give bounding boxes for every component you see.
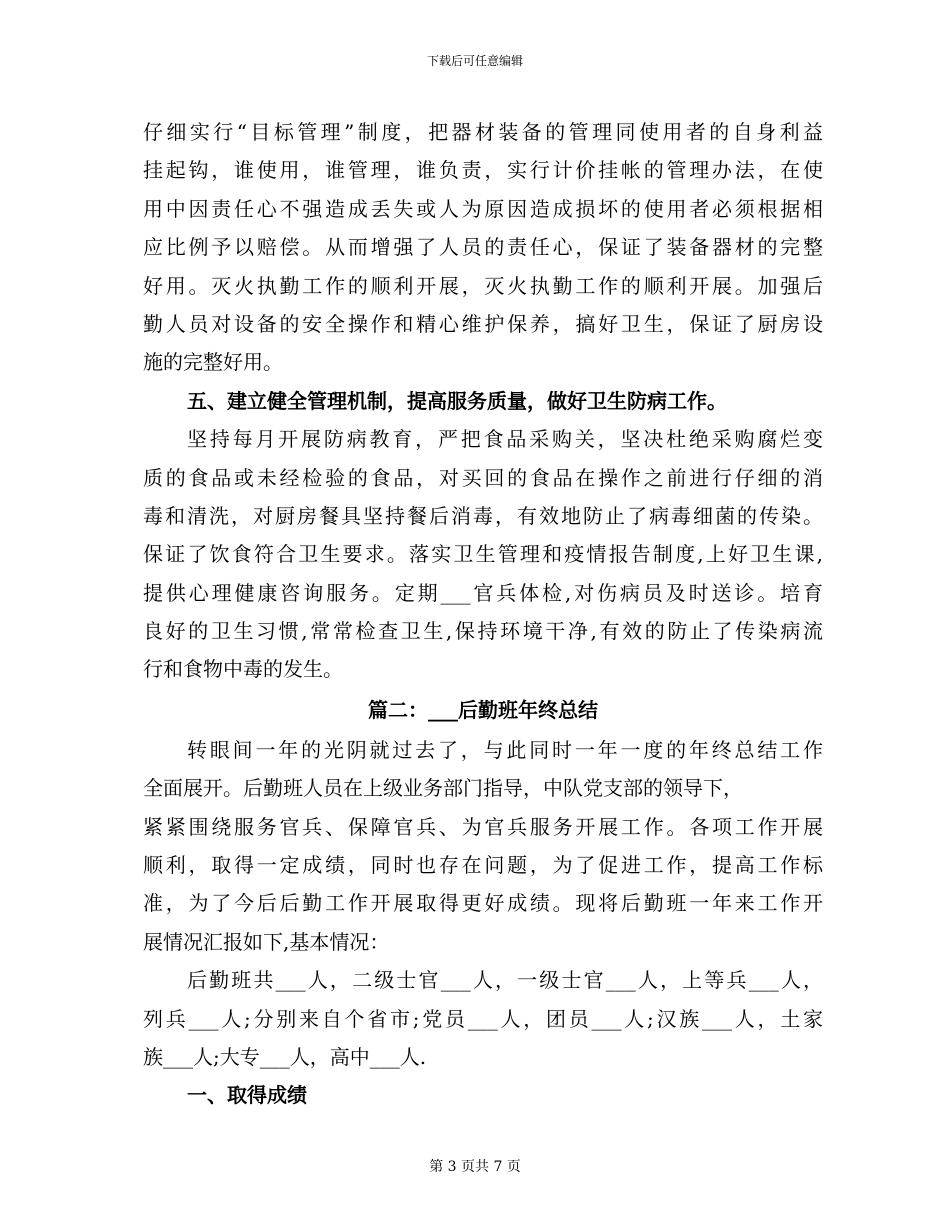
- body-line: 族___人;大专___人，高中___人.: [143, 1044, 427, 1069]
- body-line: 提供心理健康咨询服务。定期___官兵体检,对伤病员及时送诊。培育: [143, 580, 823, 605]
- body-line: 应比例予以赔偿。从而增强了人员的责任心，保证了装备器材的完整: [143, 235, 823, 260]
- body-line: 质的食品或未经检验的食品，对买回的食品在操作之前进行仔细的消: [143, 465, 823, 490]
- body-line: 行和食物中毒的发生。: [143, 657, 343, 682]
- body-line: 施的完整好用。: [143, 350, 283, 375]
- article-title: 篇二：___后勤班年终总结: [368, 697, 598, 722]
- body-line: 准，为了今后后勤工作开展取得更好成绩。现将后勤班一年来工作开: [143, 891, 823, 916]
- body-line: 坚持每月开展防病教育，严把食品采购关，坚决杜绝采购腐烂变: [187, 427, 823, 452]
- body-line: 后勤班共___人，二级士官___人，一级士官___人，上等兵___人，: [187, 968, 823, 993]
- page-footer: 第 3 页共 7 页: [429, 1159, 521, 1175]
- body-line: 良好的卫生习惯,常常检查卫生,保持环境干净,有效的防止了传染病流: [143, 619, 823, 644]
- body-line: 转眼间一年的光阴就过去了，与此同时一年一度的年终总结工作: [187, 737, 823, 762]
- body-line: 顺利，取得一定成绩，同时也存在问题，为了促进工作，提高工作标: [143, 853, 823, 878]
- page-header: 下载后可任意编辑: [426, 54, 523, 68]
- section-heading: 五、建立健全管理机制，提高服务质量，做好卫生防病工作。: [187, 388, 727, 413]
- section-heading: 一、取得成绩: [187, 1083, 307, 1108]
- body-line: 仔细实行“目标管理”制度，把器材装备的管理同使用者的自身利益: [143, 120, 823, 144]
- body-line: 勤人员对设备的安全操作和精心维护保养，搞好卫生，保证了厨房设: [143, 311, 823, 336]
- body-line: 列兵___人;分别来自个省市;党员___人，团员___人;汉族___人，土家: [143, 1006, 823, 1031]
- body-line: 毒和清洗，对厨房餐具坚持餐后消毒，有效地防止了病毒细菌的传染。: [143, 503, 823, 528]
- body-line: 挂起钩，谁使用，谁管理，谁负责，实行计价挂帐的管理办法，在使: [143, 158, 823, 183]
- body-line: 保证了饮食符合卫生要求。落实卫生管理和疫情报告制度,上好卫生课,: [143, 542, 823, 567]
- body-line: 展情况汇报如下,基本情况：: [143, 929, 390, 954]
- body-line: 好用。灭火执勤工作的顺利开展，灭火执勤工作的顺利开展。加强后: [143, 273, 823, 298]
- body-line: 紧紧围绕服务官兵、保障官兵、为官兵服务开展工作。各项工作开展: [143, 814, 823, 839]
- body-line: 全面展开。后勤班人员在上级业务部门指导，中队党支部的领导下，: [143, 776, 743, 801]
- document-body: [143, 113, 823, 1115]
- body-line: 用中因责任心不强造成丢失或人为原因造成损坏的使用者必须根据相: [143, 196, 823, 221]
